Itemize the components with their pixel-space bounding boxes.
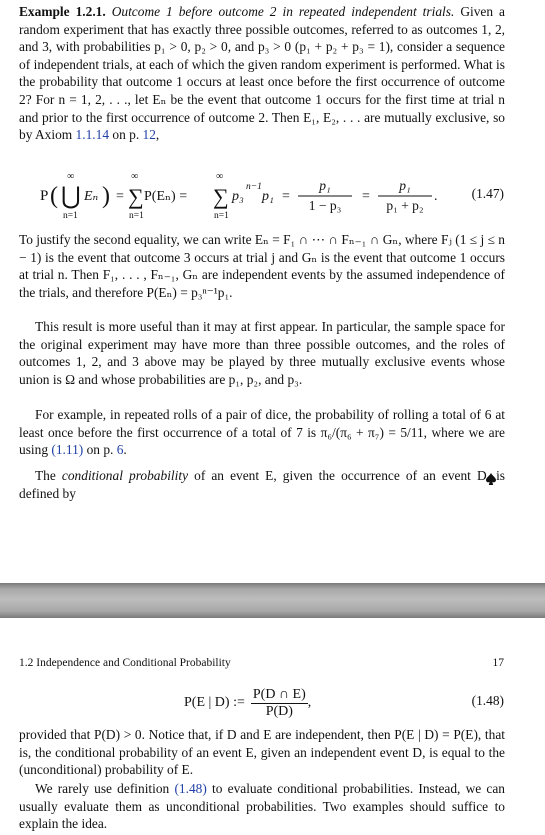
dice-mid: on p. bbox=[83, 442, 117, 458]
ref-1-11-link[interactable]: (1.11) bbox=[51, 442, 84, 458]
eq-frac1-den: 1 − p₃ bbox=[308, 198, 342, 213]
ref-1-48-link[interactable]: (1.48) bbox=[174, 781, 207, 796]
eq-eq2: = bbox=[282, 189, 290, 204]
equation-1-47 bbox=[40, 170, 510, 222]
eq-1-48-comma: , bbox=[307, 695, 312, 710]
eq-PEn: P(Eₙ) = bbox=[144, 189, 188, 204]
eq-frac2-num: p₁ bbox=[399, 178, 411, 193]
eq-p: P bbox=[40, 188, 49, 204]
eq-sum-index: n=1 bbox=[129, 211, 144, 221]
equation-number-1-48: (1.48) bbox=[471, 693, 504, 708]
justify-paragraph: To justify the second equality, we can write Eₙ = F₁ ∩ ⋯ ∩ Fₙ₋₁ ∩ Gₙ, where Fⱼ (1 ≤ j ≤ n − 1) is the event that outcome 3 occurs at trial j and Gₙ is the event that outcome 1 occurs at trial n. Then F₁, . . . , Fₙ₋₁, Gₙ are independent events by the assumed independence of the trials, and therefore P(Eₙ) = p₃ⁿ⁻¹p₁. bbox=[19, 232, 505, 300]
eq-exp: n−1 bbox=[246, 182, 262, 192]
conditional-term: conditional probability bbox=[61, 468, 189, 483]
useful-paragraph: This result is more useful than it may at first appear. In particular, the sample space for the original experiment may have more than three possible outcomes, and the roles of outcomes 1, 2, and 3 above may be played by three mutually exclusive events whose union is Ω and whose probabilities are p₁, p₂, and p₃. bbox=[19, 319, 505, 387]
sum-icon: ∑ bbox=[128, 184, 144, 209]
page-number: 17 bbox=[492, 657, 504, 669]
eq-p1: p₁ bbox=[262, 189, 274, 204]
eq-period: . bbox=[434, 189, 438, 204]
example-intro-end: , bbox=[155, 127, 160, 143]
example-intro: Given a random experiment that has exactly three possible outcomes, referred to as outcomes 1, 2, and 3, with probabilities p₁ > 0, p₂ > 0, and p₃ > 0 (p₁ + p₂ + p₃ = 1), consider a sequence of independent trials, at each of which the given random experiment is performed. What is the probability that outcome 1 occurs at least once before the first occurrence of outcome 2? For n = 1, 2, . . ., let Eₙ be the event that outcome 1 occurs for the first time at trial n and prior to the first occurrence of outcome 2. Then E₁, E₂, . . . are mutually exclusive, so by Axiom bbox=[19, 4, 505, 143]
infinity-icon: ∞ bbox=[216, 171, 224, 182]
eq-eq1: = bbox=[116, 189, 124, 204]
conditional-paragraph bbox=[19, 467, 505, 502]
equation-1-48 bbox=[184, 683, 311, 723]
page-link-6[interactable]: 6 bbox=[116, 442, 124, 458]
provided-paragraph: provided that P(D) > 0. Notice that, if D and E are independent, then P(E | D) = P(E), that is, the conditional probability of an event E, given an independent event D, is equal to the (unconditional) probability of E. bbox=[19, 727, 505, 778]
eq-union-index: n=1 bbox=[63, 211, 78, 221]
eq-1-48-den: P(D) bbox=[265, 703, 293, 719]
eq-1-48-num: P(D ∩ E) bbox=[252, 686, 306, 702]
rarely-before: We rarely use definition bbox=[35, 781, 175, 796]
infinity-icon: ∞ bbox=[131, 171, 139, 182]
conditional-before: The bbox=[35, 468, 62, 483]
sum-icon: ∑ bbox=[213, 184, 229, 209]
example-intro-mid: on p. bbox=[109, 127, 143, 143]
page-link-12[interactable]: 12 bbox=[142, 127, 156, 143]
equation-number-1-47: (1.47) bbox=[471, 186, 504, 201]
conditional-after: of an event E, given the occurrence of an event D, is defined by bbox=[19, 468, 505, 501]
example-paragraph bbox=[19, 3, 505, 144]
running-head: 1.2 Independence and Conditional Probability bbox=[19, 657, 231, 669]
dice-text: For example, in repeated rolls of a pair of dice, the probability of rolling a total of 6 at least once before the first occurrence of a total of 7 is π₆/(π₆ + π₇) = 5/11, where we are using bbox=[19, 407, 505, 458]
axiom-link[interactable]: 1.1.14 bbox=[75, 127, 110, 143]
eq-frac1-num: p₁ bbox=[319, 178, 331, 193]
union-icon: ⋃ bbox=[61, 184, 81, 210]
dice-end: . bbox=[123, 442, 127, 458]
rarely-paragraph bbox=[19, 780, 505, 833]
example-label: Example 1.2.1. bbox=[19, 4, 106, 19]
infinity-icon: ∞ bbox=[67, 171, 75, 182]
dice-paragraph bbox=[19, 406, 505, 459]
eq-p3: p₃ bbox=[232, 189, 244, 204]
eq-sum-index2: n=1 bbox=[214, 211, 229, 221]
eq-lparen: ( bbox=[50, 183, 58, 209]
page-gap bbox=[0, 583, 545, 618]
rarely-after: to evaluate conditional probabilities. Instead, we can usually evaluate them as unconditional probabilities. Two examples should suffice to explain the idea. bbox=[19, 781, 505, 832]
eq-1-48-fraction bbox=[251, 687, 308, 720]
eq-1-48-lhs: P(E | D) := bbox=[184, 695, 245, 710]
eq-En: Eₙ bbox=[84, 189, 99, 204]
eq-eq3: = bbox=[362, 189, 370, 204]
example-title: Outcome 1 before outcome 2 in repeated independent trials. bbox=[111, 4, 455, 19]
eq-rparen: ) bbox=[102, 183, 110, 209]
eq-frac2-den: p₁ + p₂ bbox=[386, 198, 424, 213]
